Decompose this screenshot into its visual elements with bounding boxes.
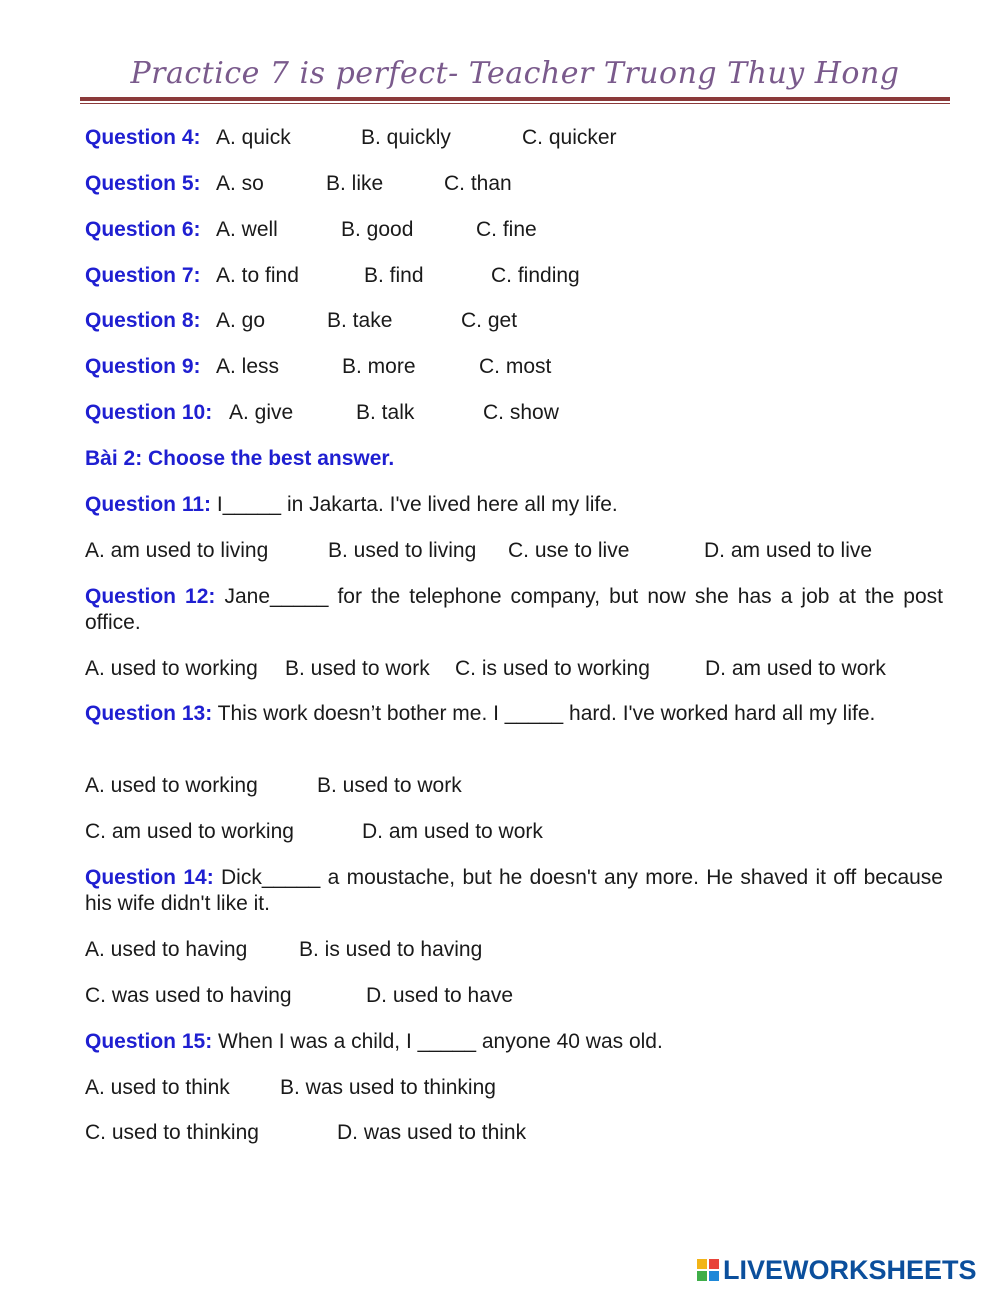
question-4 — [85, 125, 617, 151]
question-text: This work doesn’t bother me. I _____ hard. I've worked hard all my life. — [217, 702, 876, 725]
logo-text: LIVEWORKSHEETS — [723, 1255, 977, 1285]
option-b[interactable]: B. good — [341, 218, 414, 241]
question-8 — [85, 308, 518, 334]
option-a[interactable]: A. less — [216, 355, 280, 378]
option-b[interactable]: B. used to work — [285, 657, 430, 680]
section-heading: Bài 2: Choose the best answer. — [85, 447, 395, 470]
option-a[interactable]: A. to find — [216, 264, 299, 287]
option-c[interactable]: C. am used to working — [85, 820, 294, 843]
question-text: Dick_____ a moustache, but he doesn't any more. He shaved it off because his wife didn't like it. — [85, 866, 943, 915]
question-text: When I was a child, I _____ anyone 40 was old. — [218, 1030, 663, 1053]
page-title: Practice 7 is perfect- Teacher Truong Thuy Hong — [130, 56, 900, 91]
option-c[interactable]: C. finding — [491, 264, 580, 287]
option-a[interactable]: A. used to working — [85, 774, 258, 797]
question-7 — [85, 263, 580, 289]
question-label: Question 14: — [85, 866, 214, 889]
question-13 — [85, 701, 943, 727]
option-b[interactable]: B. talk — [356, 401, 415, 424]
option-c[interactable]: C. was used to having — [85, 984, 292, 1007]
question-label: Question 5: — [85, 172, 201, 195]
option-c[interactable]: C. quicker — [522, 126, 617, 149]
option-a[interactable]: A. am used to living — [85, 539, 269, 562]
option-d[interactable]: D. used to have — [366, 984, 514, 1007]
option-d[interactable]: D. am used to work — [705, 657, 886, 680]
question-text: Jane_____ for the telephone company, but now she has a job at the post office. — [85, 585, 943, 634]
option-a[interactable]: A. well — [216, 218, 278, 241]
question-15 — [85, 1029, 663, 1055]
option-a[interactable]: A. so — [216, 172, 264, 195]
question-9 — [85, 354, 552, 380]
option-c[interactable]: C. get — [461, 309, 518, 332]
question-label: Question 15: — [85, 1030, 213, 1053]
question-11 — [85, 492, 618, 518]
option-a[interactable]: A. go — [216, 309, 266, 332]
question-text: I_____ in Jakarta. I've lived here all my life. — [216, 493, 618, 516]
option-a[interactable]: A. give — [229, 401, 294, 424]
option-c[interactable]: C. used to thinking — [85, 1121, 259, 1144]
header-rule-thin — [80, 103, 950, 104]
option-a[interactable]: A. quick — [216, 126, 291, 149]
question-label: Question 7: — [85, 264, 201, 287]
question-10 — [85, 400, 559, 426]
option-c[interactable]: C. fine — [476, 218, 537, 241]
question-14 — [85, 865, 943, 917]
option-d[interactable]: D. was used to think — [337, 1121, 527, 1144]
question-12 — [85, 584, 943, 636]
option-c[interactable]: C. use to live — [508, 539, 630, 562]
option-c[interactable]: C. than — [444, 172, 512, 195]
question-label: Question 9: — [85, 355, 201, 378]
question-label: Question 6: — [85, 218, 201, 241]
option-b[interactable]: B. is used to having — [299, 938, 483, 961]
option-b[interactable]: B. more — [342, 355, 416, 378]
option-c[interactable]: C. show — [483, 401, 559, 424]
question-label: Question 11: — [85, 493, 212, 516]
option-b[interactable]: B. quickly — [361, 126, 451, 149]
question-6 — [85, 217, 537, 243]
option-b[interactable]: B. used to work — [317, 774, 462, 797]
question-5 — [85, 171, 512, 197]
option-b[interactable]: B. take — [327, 309, 393, 332]
question-label: Question 4: — [85, 126, 201, 149]
header-rule — [80, 97, 950, 101]
option-b[interactable]: B. like — [326, 172, 384, 195]
option-b[interactable]: B. find — [364, 264, 424, 287]
option-c[interactable]: C. most — [479, 355, 552, 378]
option-d[interactable]: D. am used to live — [704, 539, 873, 562]
option-a[interactable]: A. used to think — [85, 1076, 230, 1099]
option-a[interactable]: A. used to having — [85, 938, 248, 961]
question-label: Question 12: — [85, 585, 216, 608]
liveworksheets-logo-icon — [697, 1259, 719, 1281]
option-b[interactable]: B. used to living — [328, 539, 477, 562]
option-d[interactable]: D. am used to work — [362, 820, 543, 843]
question-label: Question 13: — [85, 702, 213, 725]
question-label: Question 10: — [85, 401, 213, 424]
option-c[interactable]: C. is used to working — [455, 657, 650, 680]
option-b[interactable]: B. was used to thinking — [280, 1076, 496, 1099]
question-label: Question 8: — [85, 309, 201, 332]
option-a[interactable]: A. used to working — [85, 657, 258, 680]
